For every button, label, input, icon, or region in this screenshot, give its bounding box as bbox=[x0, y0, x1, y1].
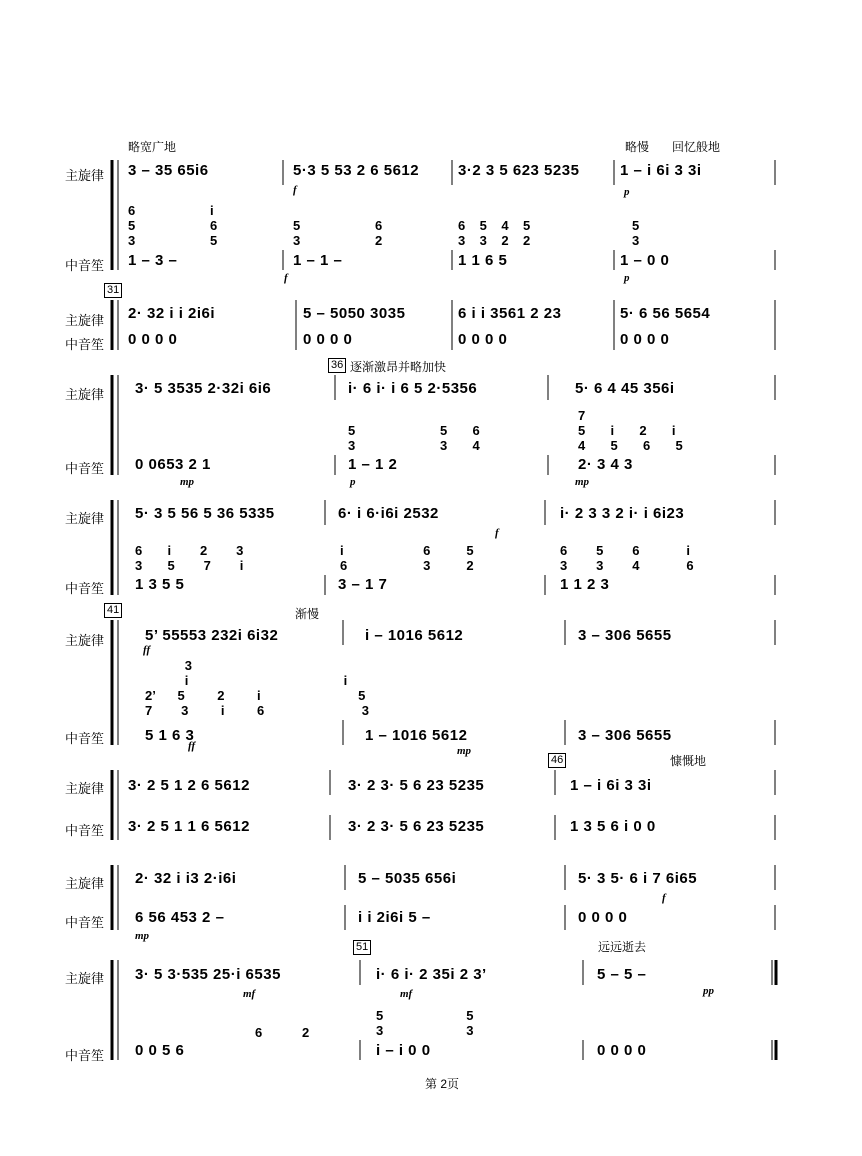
sheng-measure: 3· 2 3· 5 6 23 5235 bbox=[348, 818, 485, 835]
sheng-chord: 3 i i 2’ 5 2 i 5 7 3 i 6 3 bbox=[145, 658, 369, 718]
tempo-mark: 渐慢 bbox=[295, 607, 320, 621]
sheng-measure: 1 – 3 – bbox=[128, 252, 178, 269]
melody-measure: 5· 3 5· 6 i 7 6i65 bbox=[578, 870, 698, 887]
sheng-measure: 1 3 5 6 i 0 0 bbox=[570, 818, 656, 835]
sheng-measure: 3 – 1 7 bbox=[338, 576, 388, 593]
sheng-chord: 6 5 6 i 3 3 4 6 bbox=[560, 543, 694, 573]
dynamic-mark: f bbox=[293, 184, 297, 196]
melody-measure: i· 2 3 3 2 i· i 6i23 bbox=[560, 505, 685, 522]
part-label-melody: 主旋律 bbox=[65, 876, 105, 891]
melody-measure: 5·3 5 53 2 6 5612 bbox=[293, 162, 420, 179]
rehearsal-number: 41 bbox=[104, 603, 122, 618]
melody-measure: 3 – 306 5655 bbox=[578, 627, 672, 644]
sheng-measure: 1 1 6 5 bbox=[458, 252, 508, 269]
part-label-sheng: 中音笙 bbox=[65, 915, 105, 930]
melody-measure: i· 6 i· i 6 5 2·5356 bbox=[348, 380, 478, 397]
dynamic-mark: mp bbox=[135, 930, 150, 942]
part-label-sheng: 中音笙 bbox=[65, 1048, 105, 1063]
melody-measure: 3· 2 3· 5 6 23 5235 bbox=[348, 777, 485, 794]
dynamic-mark: f bbox=[662, 892, 666, 904]
melody-measure: 5· 6 56 5654 bbox=[620, 305, 711, 322]
sheng-measure: 0 0 0 0 bbox=[128, 331, 178, 348]
sheng-measure: 1 – 1 – bbox=[293, 252, 343, 269]
melody-measure: 5 – 5035 656i bbox=[358, 870, 457, 887]
sheng-measure: 5 1 6 3 bbox=[145, 727, 195, 744]
part-label-sheng: 中音笙 bbox=[65, 461, 105, 476]
page-number: 第 2页 bbox=[425, 1077, 460, 1091]
part-label-melody: 主旋律 bbox=[65, 781, 105, 796]
melody-measure: 5 – 5 – bbox=[597, 966, 647, 983]
melody-measure: 3 – 35 65i6 bbox=[128, 162, 209, 179]
dynamic-mark: pp bbox=[703, 985, 714, 997]
part-label-sheng: 中音笙 bbox=[65, 581, 105, 596]
tempo-mark: 慷慨地 bbox=[670, 754, 707, 768]
sheng-measure: 0 0 0 0 bbox=[303, 331, 353, 348]
sheng-measure: 3· 2 5 1 1 6 5612 bbox=[128, 818, 250, 835]
dynamic-mark: p bbox=[350, 476, 356, 488]
sheng-measure: 0 0 0 0 bbox=[458, 331, 508, 348]
part-label-melody: 主旋律 bbox=[65, 971, 105, 986]
sheng-chord: 6 5 3 bbox=[128, 203, 136, 248]
melody-measure: 3· 5 3·535 25·i 6535 bbox=[135, 966, 281, 983]
melody-measure: 3·2 3 5 623 5235 bbox=[458, 162, 580, 179]
dynamic-mark: mf bbox=[400, 988, 413, 1000]
part-label-melody: 主旋律 bbox=[65, 511, 105, 526]
rehearsal-number: 36 bbox=[328, 358, 346, 373]
melody-measure: 1 – i 6i 3 3i bbox=[570, 777, 652, 794]
melody-measure: 5· 3 5 56 5 36 5335 bbox=[135, 505, 275, 522]
melody-measure: 1 – i 6i 3 3i bbox=[620, 162, 702, 179]
melody-measure: i – 1016 5612 bbox=[365, 627, 464, 644]
melody-measure: 3· 2 5 1 2 6 5612 bbox=[128, 777, 250, 794]
dynamic-mark: mp bbox=[180, 476, 195, 488]
melody-measure: i· 6 i· 2 35i 2 3’ bbox=[376, 966, 487, 983]
sheng-chord: 5 5 3 3 bbox=[376, 1008, 474, 1038]
dynamic-mark: ff bbox=[188, 740, 196, 752]
sheng-measure: i – i 0 0 bbox=[376, 1042, 431, 1059]
sheng-chord: 7 5 i 2 i 4 5 6 5 bbox=[578, 408, 683, 453]
dynamic-mark: f bbox=[495, 527, 499, 539]
dynamic-mark: ff bbox=[143, 644, 151, 656]
part-label-sheng: 中音笙 bbox=[65, 823, 105, 838]
tempo-mark: 远远逝去 bbox=[598, 940, 647, 954]
part-label-melody: 主旋律 bbox=[65, 387, 105, 402]
sheng-measure: 1 – 1016 5612 bbox=[365, 727, 468, 744]
sheng-measure: 1 3 5 5 bbox=[135, 576, 185, 593]
sheng-measure: 6 56 453 2 – bbox=[135, 909, 225, 926]
dynamic-mark: p bbox=[624, 186, 630, 198]
sheng-measure: 0 0 5 6 bbox=[135, 1042, 185, 1059]
melody-measure: 3· 5 3535 2·32i 6i6 bbox=[135, 380, 272, 397]
rehearsal-number: 51 bbox=[353, 940, 371, 955]
sheng-chord: 6 2 bbox=[255, 1025, 310, 1040]
tempo-mark: 略宽广地 bbox=[128, 140, 177, 154]
sheng-chord: i 6 5 6 3 2 bbox=[340, 543, 474, 573]
melody-measure: 6 i i 3561 2 23 bbox=[458, 305, 562, 322]
dynamic-mark: mf bbox=[243, 988, 256, 1000]
sheng-chord: 5 3 bbox=[293, 218, 301, 248]
melody-measure: 2· 32 i i3 2·i6i bbox=[135, 870, 237, 887]
sheng-measure: 0 0 0 0 bbox=[597, 1042, 647, 1059]
sheng-chord: 5 3 bbox=[632, 218, 640, 248]
rehearsal-number: 46 bbox=[548, 753, 566, 768]
sheng-chord: 5 3 bbox=[348, 423, 356, 453]
sheng-measure: i i 2i6i 5 – bbox=[358, 909, 431, 926]
melody-measure: 5’ 55553 232i 6i32 bbox=[145, 627, 279, 644]
melody-measure: 2· 32 i i 2i6i bbox=[128, 305, 216, 322]
dynamic-mark: p bbox=[624, 272, 630, 284]
part-label-melody: 主旋律 bbox=[65, 633, 105, 648]
sheng-measure: 1 1 2 3 bbox=[560, 576, 610, 593]
part-label-melody: 主旋律 bbox=[65, 313, 105, 328]
sheng-measure: 0 0 0 0 bbox=[578, 909, 628, 926]
sheng-measure: 1 – 1 2 bbox=[348, 456, 398, 473]
tempo-mark: 逐渐激昂并略加快 bbox=[350, 360, 447, 374]
sheng-chord: 6 5 4 5 3 3 2 2 bbox=[458, 218, 531, 248]
sheng-chord: 6 2 bbox=[375, 218, 383, 248]
sheng-measure: 1 – 0 0 bbox=[620, 252, 670, 269]
part-label-sheng: 中音笙 bbox=[65, 258, 105, 273]
dynamic-mark: mp bbox=[457, 745, 472, 757]
dynamic-mark: mp bbox=[575, 476, 590, 488]
sheng-chord: 5 6 3 4 bbox=[440, 423, 480, 453]
tempo-mark: 回忆般地 bbox=[672, 140, 721, 154]
dynamic-mark: f bbox=[284, 272, 288, 284]
part-label-sheng: 中音笙 bbox=[65, 337, 105, 352]
melody-measure: 6· i 6·i6i 2532 bbox=[338, 505, 439, 522]
sheng-measure: 0 0 0 0 bbox=[620, 331, 670, 348]
part-label-melody: 主旋律 bbox=[65, 168, 105, 183]
sheng-chord: 6 i 2 3 3 5 7 i bbox=[135, 543, 244, 573]
tempo-mark: 略慢 bbox=[625, 140, 650, 154]
sheng-chord: i 6 5 bbox=[210, 203, 218, 248]
melody-measure: 5· 6 4 45 356i bbox=[575, 380, 675, 397]
sheng-measure: 2· 3 4 3 bbox=[578, 456, 633, 473]
rehearsal-number: 31 bbox=[104, 283, 122, 298]
melody-measure: 5 – 5050 3035 bbox=[303, 305, 406, 322]
sheng-measure: 0 0653 2 1 bbox=[135, 456, 211, 473]
sheng-measure: 3 – 306 5655 bbox=[578, 727, 672, 744]
part-label-sheng: 中音笙 bbox=[65, 731, 105, 746]
